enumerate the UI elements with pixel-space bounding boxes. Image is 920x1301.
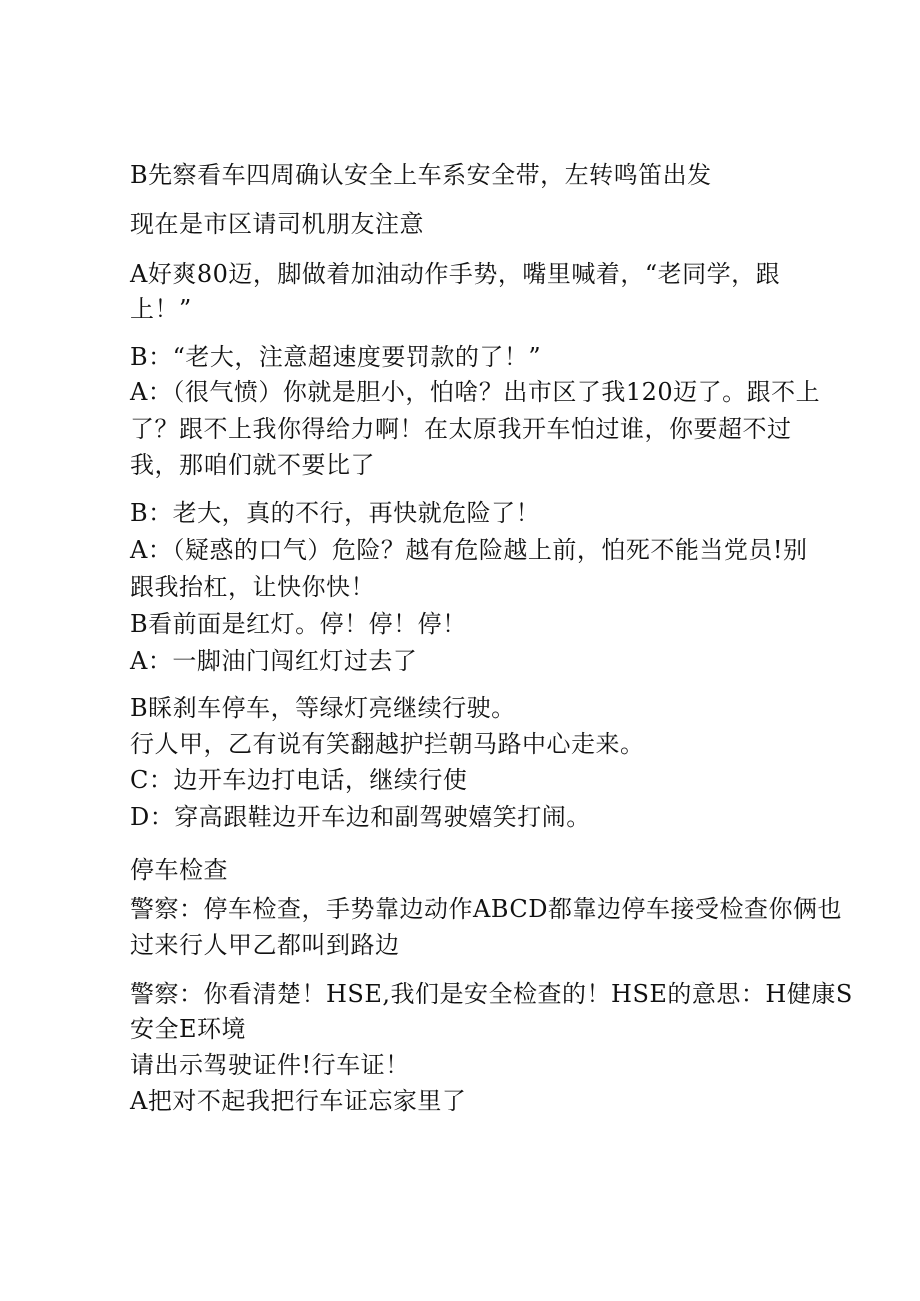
text-line: 过来行人甲乙都叫到路边 bbox=[130, 931, 400, 959]
text-line: 了？跟不上我你得给力啊！在太原我开车怕过谁，你要超不过 bbox=[130, 415, 792, 443]
text-line: 停车检查 bbox=[130, 856, 228, 884]
text-line: B先察看车四周确认安全上车系安全带，左转鸣笛出发 bbox=[130, 161, 712, 189]
text-line: 警察：你看清楚！HSE,我们是安全检查的！HSE的意思：H健康S bbox=[130, 980, 853, 1008]
text-line: B看前面是红灯。停！停！停！ bbox=[130, 610, 467, 638]
text-line: A：（疑惑的口气）危险？越有危险越上前，怕死不能当党员!别 bbox=[130, 536, 808, 564]
text-line: A：（很气愤）你就是胆小，怕啥？出市区了我120迈了。跟不上 bbox=[130, 378, 821, 406]
text-line: 请出示驾驶证件!行车证！ bbox=[130, 1051, 410, 1079]
text-line: 跟我抬杠，让快你快！ bbox=[130, 573, 375, 601]
text-line: 行人甲，乙有说有笑翻越护拦朝马路中心走来。 bbox=[130, 730, 645, 758]
text-line: 我，那咱们就不要比了 bbox=[130, 451, 375, 479]
text-line: D：穿高跟鞋边开车边和副驾驶嬉笑打闹。 bbox=[130, 803, 591, 831]
text-line: 现在是市区请司机朋友注意 bbox=[130, 210, 424, 238]
text-line: A好爽80迈，脚做着加油动作手势，嘴里喊着，“老同学，跟 bbox=[130, 260, 781, 288]
text-line: A把对不起我把行车证忘家里了 bbox=[130, 1087, 467, 1115]
text-line: 安全E环境 bbox=[130, 1015, 247, 1043]
text-line: 警察：停车检查，手势靠边动作ABCD都靠边停车接受检查你俩也 bbox=[130, 895, 843, 923]
text-line: B睬刹车停车，等绿灯亮继续行驶。 bbox=[130, 694, 516, 722]
text-line: C：边开车边打电话，继续行使 bbox=[130, 766, 468, 794]
text-line: B：“老大，注意超速度要罚款的了！” bbox=[130, 343, 542, 371]
text-line: B：老大，真的不行，再快就危险了！ bbox=[130, 499, 541, 527]
text-line: A：一脚油门闯红灯过去了 bbox=[130, 647, 418, 675]
text-line: 上！” bbox=[130, 295, 192, 323]
